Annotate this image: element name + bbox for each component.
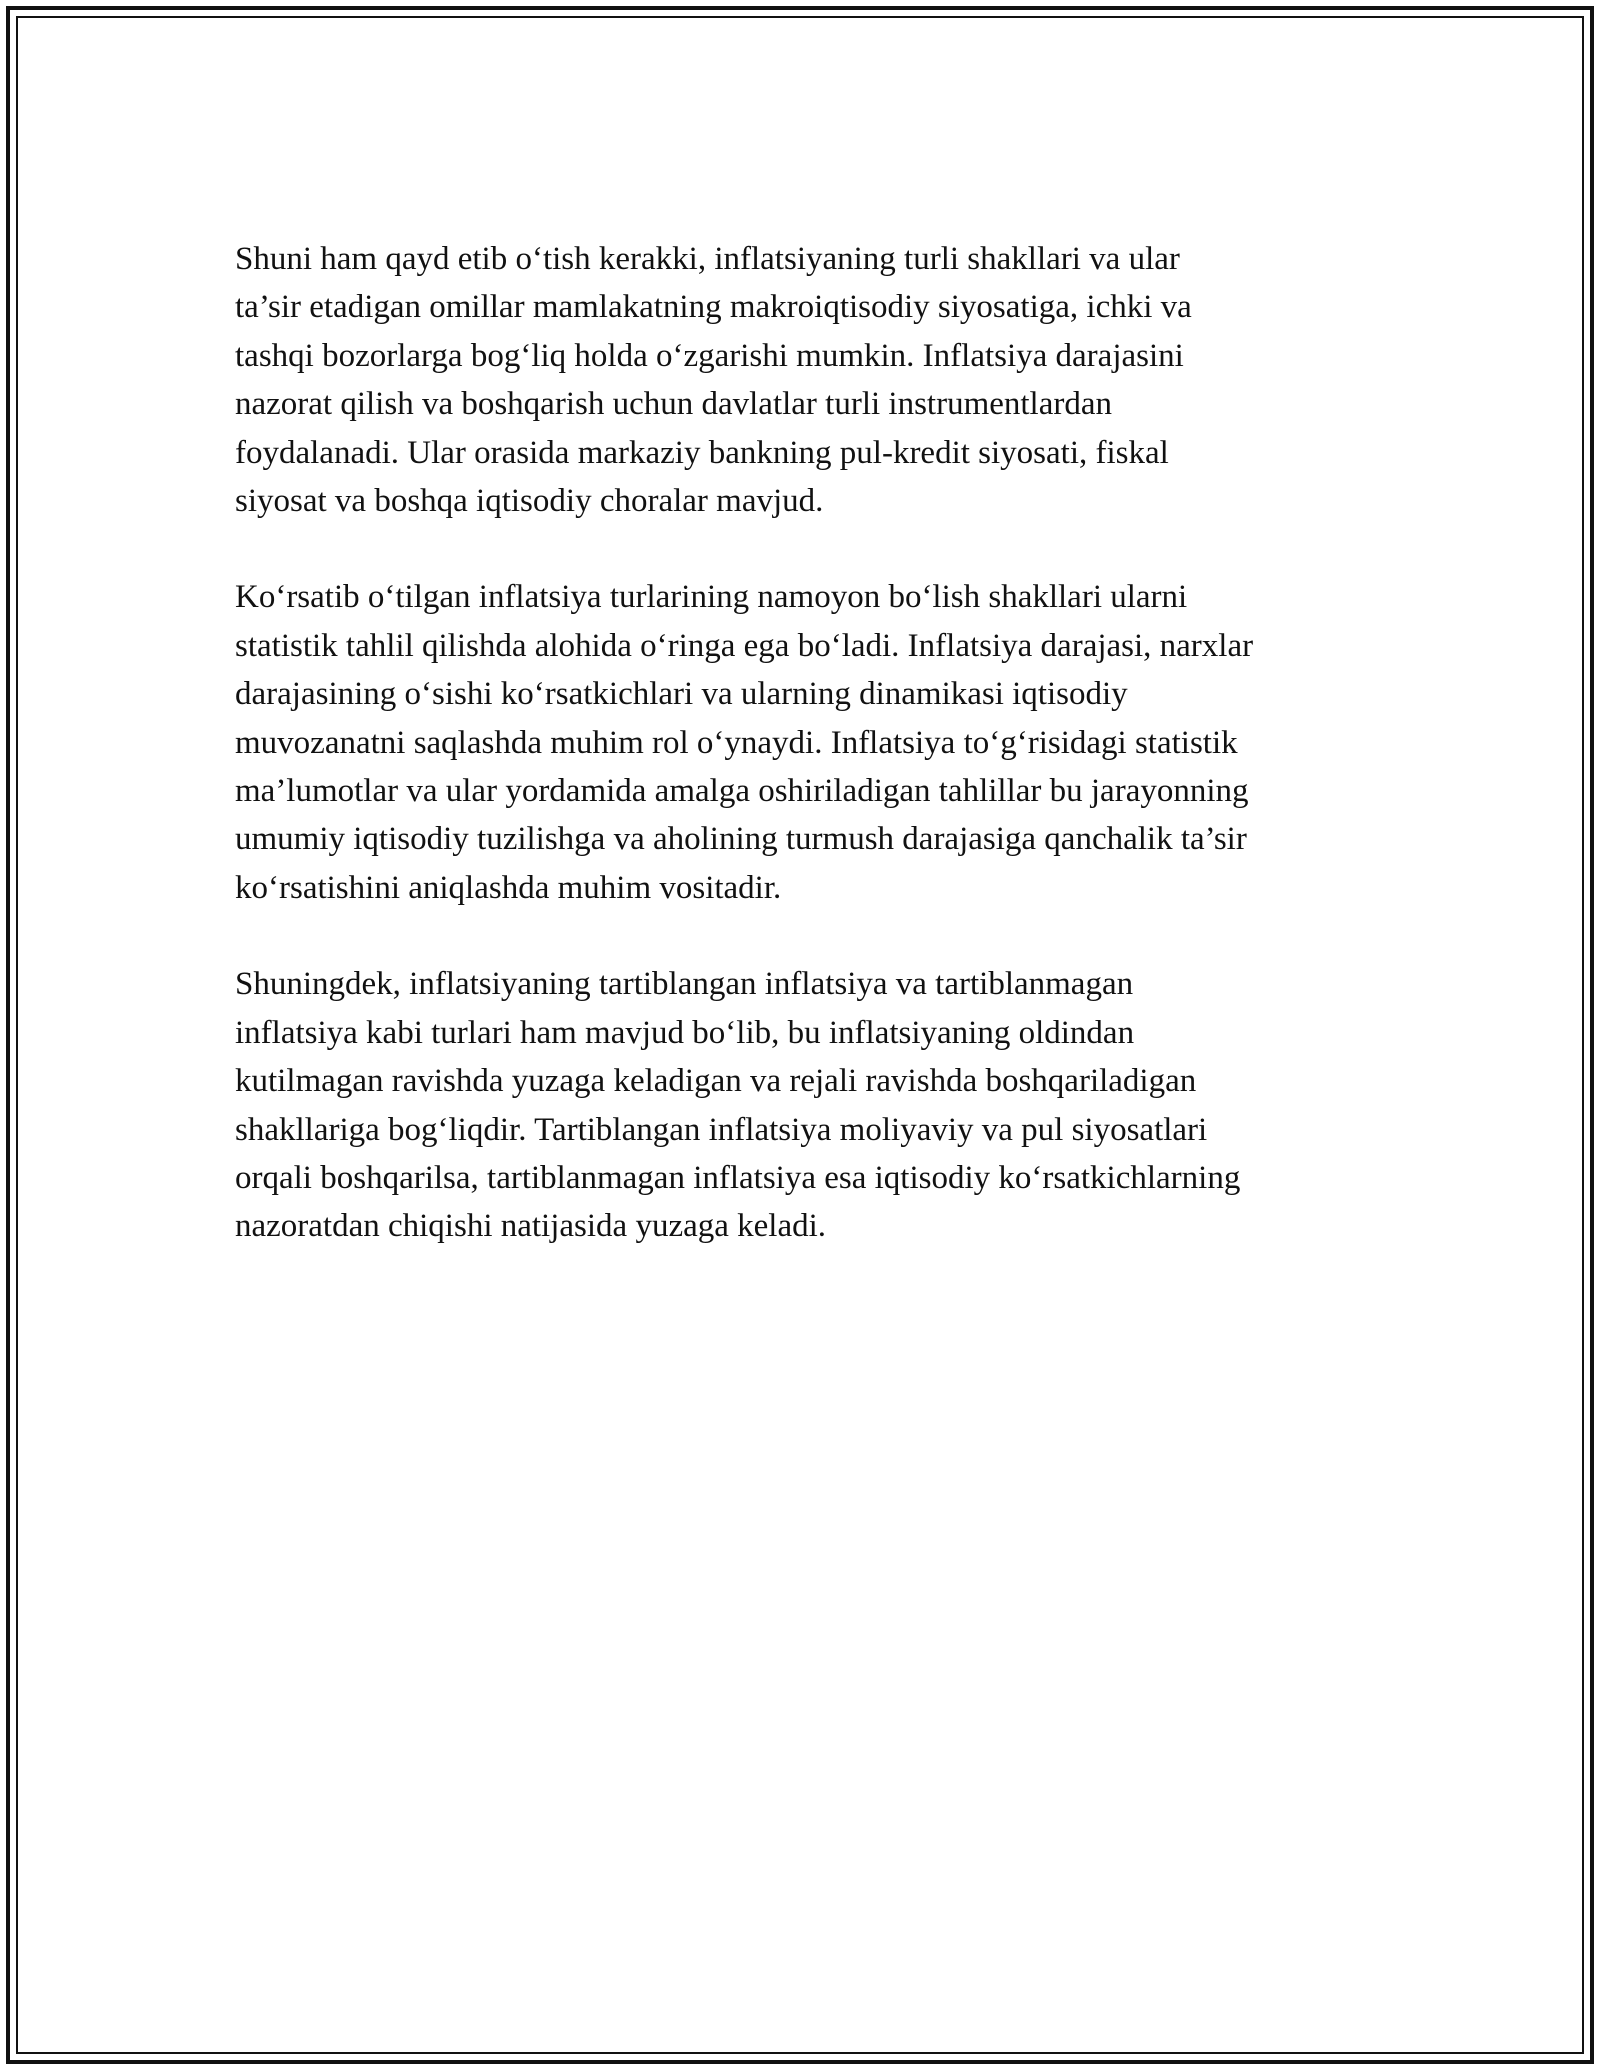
text-line: umumiy iqtisodiy tuzilishga va aholining turmush darajasiga qanchalik ta’sir [235,821,1247,858]
text-line: kutilmagan ravishda yuzaga keladigan va rejali ravishda boshqariladigan [235,1063,1197,1100]
paragraph-1 [235,235,1370,525]
text-line: ta’sir etadigan omillar mamlakatning makroiqtisodiy siyosatiga, ichki va [235,289,1192,326]
text-line: Shuni ham qayd etib o‘tish kerakki, inflatsiyaning turli shakllari va ular [235,241,1180,277]
text-line: orqali boshqarilsa, tartiblanmagan inflatsiya esa iqtisodiy ko‘rsatkichlarning [235,1159,1241,1196]
text-line: statistik tahlil qilishda alohida o‘ringa ega bo‘ladi. Inflatsiya darajasi, narxlar [235,627,1254,664]
text-line: Shuningdek, inflatsiyaning tartiblangan inflatsiya va tartiblanmagan [235,966,1134,1003]
text-line: nazoratdan chiqishi natijasida yuzaga keladi. [235,1208,827,1245]
text-line: muvozanatni saqlashda muhim rol o‘ynaydi. Inflatsiya to‘g‘risidagi statistik [235,724,1238,761]
paragraph-2 [235,573,1370,912]
document-body [235,235,1370,1299]
text-line: ko‘rsatishini aniqlashda muhim vositadir. [235,869,782,906]
text-line: siyosat va boshqa iqtisodiy choralar mavjud. [235,483,824,520]
paragraph-3 [235,960,1370,1250]
text-line: ma’lumotlar va ular yordamida amalga oshiriladigan tahlillar bu jarayonning [235,773,1249,810]
text-line: tashqi bozorlarga bog‘liq holda o‘zgarishi mumkin. Inflatsiya darajasini [235,337,1184,374]
text-line: Ko‘rsatib o‘tilgan inflatsiya turlarining namoyon bo‘lish shakllari ularni [235,579,1188,616]
text-line: shakllariga bog‘liqdir. Tartiblangan inflatsiya moliyaviy va pul siyosatlari [235,1111,1208,1148]
text-line: foydalanadi. Ular orasida markaziy bankning pul-kredit siyosati, fiskal [235,434,1169,471]
text-line: darajasining o‘sishi ko‘rsatkichlari va ularning dinamikasi iqtisodiy [235,676,1128,713]
text-line: nazorat qilish va boshqarish uchun davlatlar turli instrumentlardan [235,386,1113,423]
text-line: inflatsiya kabi turlari ham mavjud bo‘lib, bu inflatsiyaning oldindan [235,1014,1135,1051]
